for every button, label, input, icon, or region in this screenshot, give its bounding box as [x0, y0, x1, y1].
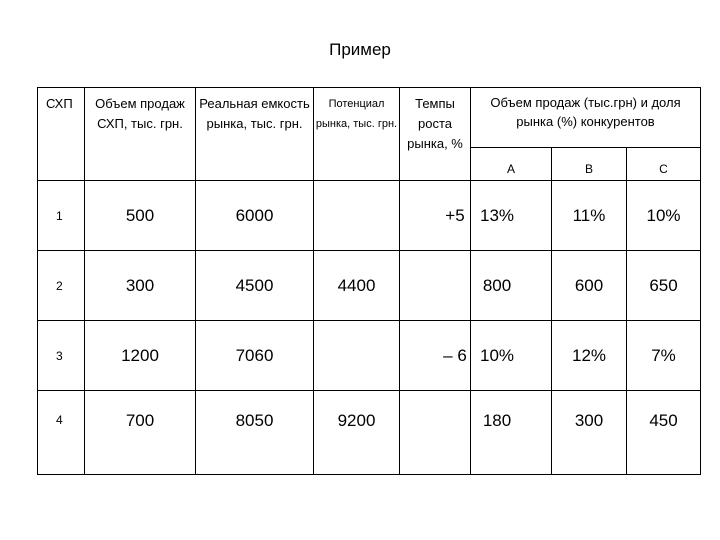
competitor-a-cell — [471, 321, 552, 391]
competitor-b-cell: 11% — [552, 181, 627, 251]
potential-cell — [314, 321, 400, 391]
competitor-c-cell: 450 — [627, 391, 701, 475]
row-number: 4 — [38, 391, 85, 475]
row-number: 2 — [38, 251, 85, 321]
competitor-b-cell: 12% — [552, 321, 627, 391]
header-competitor-b: B — [552, 148, 627, 181]
row-number: 1 — [38, 181, 85, 251]
table-row — [38, 251, 701, 321]
real-capacity-cell: 8050 — [196, 391, 314, 475]
table-row — [38, 321, 701, 391]
real-capacity-cell: 6000 — [196, 181, 314, 251]
competitor-c-cell: 7% — [627, 321, 701, 391]
competitor-b-cell: 600 — [552, 251, 627, 321]
potential-cell — [314, 181, 400, 251]
header-shp: СХП — [38, 88, 85, 181]
header-real-capacity: Реальная емкость рынка, тыс. грн. — [196, 88, 314, 181]
growth-cell — [400, 251, 471, 321]
competitor-a-cell — [471, 391, 552, 475]
header-growth: Темпы роста рынка, % — [400, 88, 471, 181]
growth-cell — [400, 321, 471, 391]
table-row — [38, 181, 701, 251]
header-competitor-c: C — [627, 148, 701, 181]
competitor-a-value: 180 — [482, 411, 512, 430]
competitor-c-cell: 10% — [627, 181, 701, 251]
real-capacity-cell: 4500 — [196, 251, 314, 321]
competitor-b-cell: 300 — [552, 391, 627, 475]
real-capacity-cell: 7060 — [196, 321, 314, 391]
growth-cell — [400, 391, 471, 475]
growth-value: – 6 — [443, 345, 467, 365]
competitor-a-value: 13% — [479, 205, 515, 225]
competitor-a-value: 10% — [479, 345, 515, 365]
competitor-a-cell — [471, 181, 552, 251]
header-potential: Потенциал рынка, тыс. грн. — [314, 88, 400, 181]
data-table — [37, 87, 701, 475]
growth-cell — [400, 181, 471, 251]
page-title: Пример — [329, 40, 391, 59]
row-number: 3 — [38, 321, 85, 391]
competitor-c-cell: 650 — [627, 251, 701, 321]
sales-cell: 1200 — [85, 321, 196, 391]
header-competitor-a: A — [471, 148, 552, 181]
sales-cell: 300 — [85, 251, 196, 321]
potential-cell: 9200 — [314, 391, 400, 475]
sales-cell: 500 — [85, 181, 196, 251]
competitor-a-value: 800 — [482, 275, 512, 295]
growth-value: +5 — [445, 205, 465, 225]
competitor-a-cell — [471, 251, 552, 321]
potential-cell: 4400 — [314, 251, 400, 321]
table-row — [38, 391, 701, 475]
header-competitors: Объем продаж (тыс.грн) и доля рынка (%) конкурентов — [471, 88, 701, 148]
header-sales: Объем продаж СХП, тыс. грн. — [85, 88, 196, 181]
sales-cell: 700 — [85, 391, 196, 475]
